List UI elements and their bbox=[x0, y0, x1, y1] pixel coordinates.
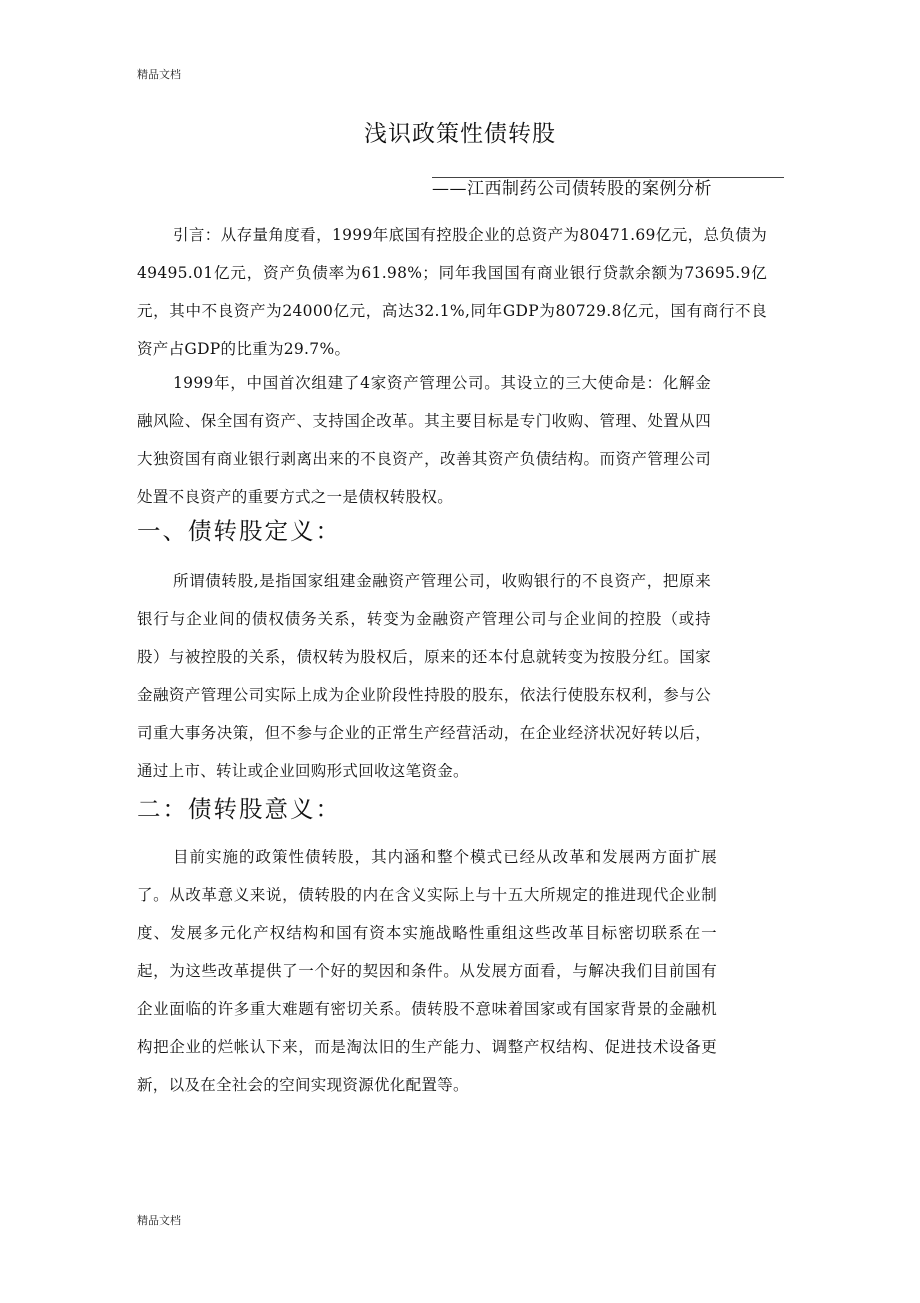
document-title: 浅识政策性债转股 bbox=[364, 121, 556, 147]
page-footer: 精品文档 bbox=[137, 1214, 181, 1227]
document-subtitle: ——江西制药公司债转股的案例分析 bbox=[432, 179, 712, 199]
section-heading-significance: 二：债转股意义： bbox=[137, 795, 341, 823]
section-heading-definition: 一、债转股定义： bbox=[137, 517, 341, 545]
definition-paragraph: 所谓债转股,是指国家组建金融资产管理公司，收购银行的不良资产，把原来银行与企业间的债权债务关系，转变为金融资产管理公司与企业间的控股（或持股）与被控股的关系，债权转为股权后，原来的还本付息就转变为按股分红。国家金融资产管理公司实际上成为企业阶段性持股的股东，依法行使股东权利，参与公司重大事务决策，但不参与企业的正常生产经营活动，在企业经济状况好转以后，通过上市、转让或企业回购形式回收这笔资金。 bbox=[137, 572, 711, 780]
significance-paragraph: 目前实施的政策性债转股，其内涵和整个模式已经从改革和发展两方面扩展了。从改革意义来说，债转股的内在含义实际上与十五大所规定的推进现代企业制度、发展多元化产权结构和国有资本实施战略性重组这些改革目标密切联系在一起，为这些改革提供了一个好的契因和条件。从发展方面看，与解决我们目前国有企业面临的许多重大难题有密切关系。债转股不意味着国家或有国家背景的金融机构把企业的烂帐认下来，而是淘汰旧的生产能力、调整产权结构、促进技术设备更新，以及在全社会的空间实现资源优化配置等。 bbox=[137, 848, 717, 1094]
intro-paragraph: 引言：从存量角度看，1999年底国有控股企业的总资产为80471.69亿元，总负债为49495.01亿元，资产负债率为61.98%；同年我国国有商业银行贷款余额为73695.9亿元，其中不良资产为24000亿元，高达32.1%,同年GDP为80729.8亿元，国有商行不良资产占GDP的比重为29.7%。 bbox=[137, 226, 767, 358]
amc-paragraph: 1999年，中国首次组建了4家资产管理公司。其设立的三大使命是：化解金融风险、保全国有资产、支持国企改革。其主要目标是专门收购、管理、处置从四大独资国有商业银行剥离出来的不良资产，改善其资产负债结构。而资产管理公司处置不良资产的重要方式之一是债权转股权。 bbox=[137, 374, 711, 506]
page-header: 精品文档 bbox=[137, 68, 181, 81]
